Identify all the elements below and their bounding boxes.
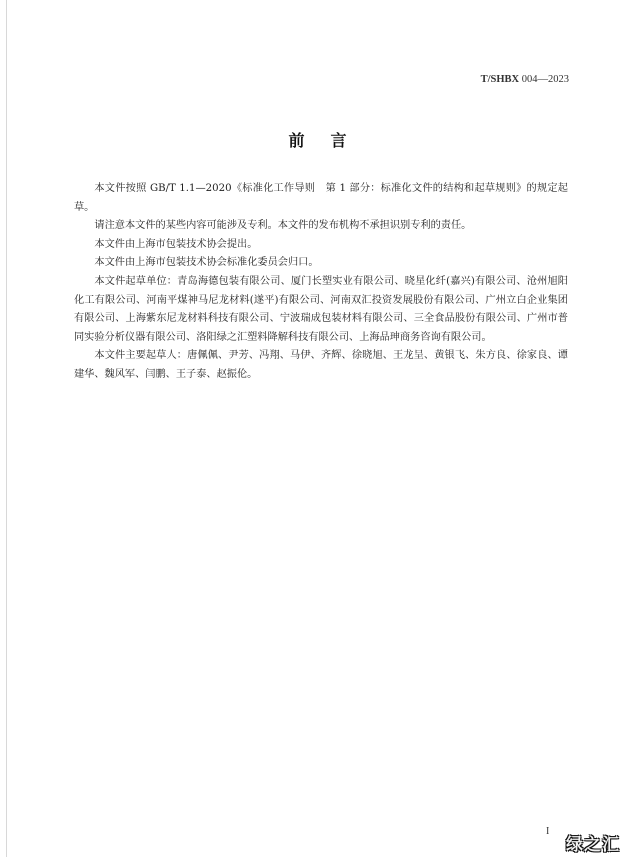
document-code-number: 004—2023 (521, 74, 569, 85)
paragraph-proposer: 本文件由上海市包装技术协会提出。 (94, 238, 258, 250)
page-title: 前言 (288, 131, 373, 150)
paragraph-patent-notice: 请注意本文件的某些内容可能涉及专利。本文件的发布机构不承担识别专利的责任。 (94, 220, 472, 232)
document-code (481, 74, 569, 85)
document-code-prefix: T/SHBX (480, 74, 520, 85)
page-number: I (546, 826, 550, 837)
paragraph-administrator: 本文件由上海市包装技术协会标准化委员会归口。 (94, 257, 319, 269)
watermark-logo: 绿之汇 (566, 835, 620, 855)
paragraph-drafting-units: 本文件起草单位：青岛海德包装有限公司、厦门长塑实业有限公司、晓星化纤(嘉兴)有限公司、沧州旭阳化工有限公司、河南平煤神马尼龙材料(遂平)有限公司、河南双汇投资发展股份有限公司、广州立白企业集团有限公司、上海紫东尼龙材料科技有限公司、宁波瑞成包装材料有限公司、三全食品股份有限公司、广州市普同实验分析仪器有限公司、洛阳绿之汇塑料降解科技有限公司、上海品珅商务咨询有限公司。 (74, 275, 568, 343)
paragraph-drafting-rules: 本文件按照 GB/T 1.1—2020《标准化工作导则 第 1 部分：标准化文件的结构和起草规则》的规定起草。 (74, 183, 568, 213)
paragraph-drafters: 本文件主要起草人：唐佩佩、尹芳、冯翔、马伊、齐辉、徐晓旭、王龙呈、黄银飞、朱方良、徐家良、谭建华、魏风军、闫鹏、王子泰、赵振伦。 (74, 350, 568, 380)
foreword-body (74, 180, 568, 385)
